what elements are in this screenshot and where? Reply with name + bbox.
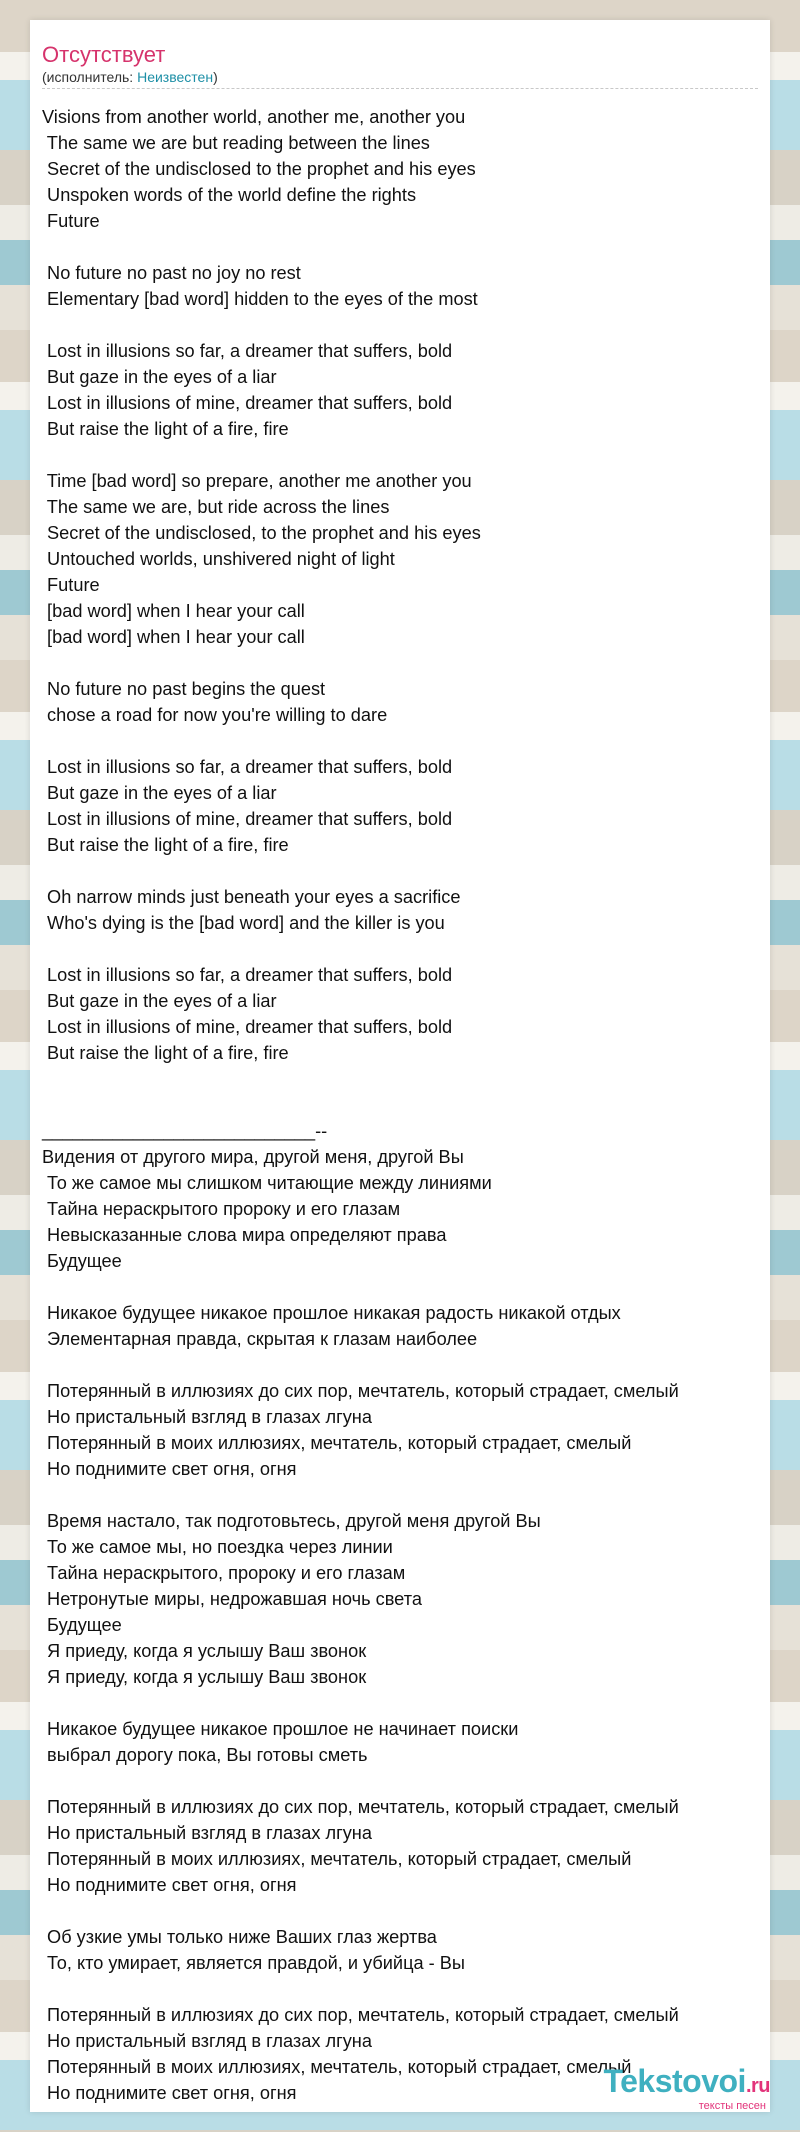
lyric-line: Потерянный в иллюзиях до сих пор, мечтатель, который страдает, смелый <box>42 1797 679 1817</box>
lyric-line <box>42 650 758 676</box>
lyric-line <box>42 858 758 884</box>
lyric-line: No future no past no joy no rest <box>42 263 301 283</box>
lyric-line <box>42 1274 758 1300</box>
lyric-line: Secret of the undisclosed, to the prophet and his eyes <box>42 523 481 543</box>
lyric-line <box>42 728 758 754</box>
performer-line <box>42 68 758 86</box>
lyric-line: Visions from another world, another me, another you <box>42 107 466 127</box>
lyric-line: Lost in illusions of mine, dreamer that suffers, bold <box>42 393 453 413</box>
lyric-line: Я приеду, когда я услышу Ваш звонок <box>42 1641 367 1661</box>
lyric-line: Элементарная правда, скрытая к глазам наиболее <box>42 1329 478 1349</box>
lyric-line: Lost in illusions of mine, dreamer that suffers, bold <box>42 809 453 829</box>
lyric-line: Untouched worlds, unshivered night of light <box>42 549 395 569</box>
lyric-line: Lost in illusions so far, a dreamer that suffers, bold <box>42 965 453 985</box>
lyric-line: But raise the light of a fire, fire <box>42 419 289 439</box>
lyric-line <box>42 1768 758 1794</box>
lyric-line: Никакое будущее никакое прошлое никакая радость никакой отдых <box>42 1303 621 1323</box>
lyric-line: Потерянный в иллюзиях до сих пор, мечтатель, который страдает, смелый <box>42 1381 679 1401</box>
lyric-line: But raise the light of a fire, fire <box>42 1043 289 1063</box>
lyric-line: Нетронутые миры, недрожавшая ночь света <box>42 1589 422 1609</box>
lyric-line: Future <box>42 575 100 595</box>
performer-link[interactable]: Неизвестен <box>137 69 214 85</box>
lyric-line: Потерянный в моих иллюзиях, мечтатель, который страдает, смелый <box>42 2057 632 2077</box>
song-title: Отсутствует <box>42 42 166 67</box>
lyric-line: Но поднимите свет огня, огня <box>42 1875 297 1895</box>
lyric-line: Elementary [bad word] hidden to the eyes of the most <box>42 289 478 309</box>
logo-name: Tekstovoi <box>603 2063 746 2099</box>
lyric-line: Lost in illusions so far, a dreamer that suffers, bold <box>42 341 453 361</box>
lyrics-text <box>42 104 758 2106</box>
lyric-line <box>42 1482 758 1508</box>
lyric-line: Но поднимите свет огня, огня <box>42 2083 297 2103</box>
lyric-line: ___________________________-- <box>42 1121 328 1141</box>
lyric-line: Time [bad word] so prepare, another me another you <box>42 471 472 491</box>
lyric-line: выбрал дорогу пока, Вы готовы сметь <box>42 1745 368 1765</box>
logo-wordmark <box>603 2065 770 2102</box>
lyric-line: [bad word] when I hear your call <box>42 627 305 647</box>
lyric-line: Никакое будущее никакое прошлое не начинает поиски <box>42 1719 519 1739</box>
lyric-line <box>42 936 758 962</box>
lyric-line: Об узкие умы только ниже Ваших глаз жертва <box>42 1927 437 1947</box>
lyric-line <box>42 312 758 338</box>
lyric-line: Тайна нераскрытого, пророку и его глазам <box>42 1563 406 1583</box>
lyric-line: The same we are but reading between the lines <box>42 133 430 153</box>
lyric-line: Но поднимите свет огня, огня <box>42 1459 297 1479</box>
lyric-line: chose a road for now you're willing to dare <box>42 705 388 725</box>
lyric-line <box>42 1066 758 1092</box>
lyric-line: Будущее <box>42 1615 122 1635</box>
lyric-line: Я приеду, когда я услышу Ваш звонок <box>42 1667 367 1687</box>
lyric-line: Lost in illusions of mine, dreamer that suffers, bold <box>42 1017 453 1037</box>
logo-tld: .ru <box>745 2075 770 2097</box>
lyric-line: [bad word] when I hear your call <box>42 601 305 621</box>
lyric-line: Но пристальный взгляд в глазах лгуна <box>42 1407 372 1427</box>
lyric-line <box>42 1898 758 1924</box>
lyric-line: Oh narrow minds just beneath your eyes a sacrifice <box>42 887 461 907</box>
lyric-line: Who's dying is the [bad word] and the killer is you <box>42 913 445 933</box>
song-header <box>42 42 758 89</box>
lyric-line: Невысказанные слова мира определяют права <box>42 1225 447 1245</box>
site-logo[interactable] <box>603 2065 770 2112</box>
lyric-line: Secret of the undisclosed to the prophet and his eyes <box>42 159 476 179</box>
performer-suffix: ) <box>213 69 218 85</box>
lyric-line <box>42 1976 758 2002</box>
lyric-line <box>42 442 758 468</box>
lyric-line: But raise the light of a fire, fire <box>42 835 289 855</box>
lyric-line: Unspoken words of the world define the rights <box>42 185 417 205</box>
lyric-line <box>42 1690 758 1716</box>
lyric-line: Тайна нераскрытого пророку и его глазам <box>42 1199 401 1219</box>
lyric-line: But gaze in the eyes of a liar <box>42 783 277 803</box>
lyrics-card <box>30 20 770 2112</box>
lyric-line: The same we are, but ride across the lines <box>42 497 390 517</box>
lyric-line: Потерянный в моих иллюзиях, мечтатель, который страдает, смелый <box>42 1849 632 1869</box>
lyric-line: Будущее <box>42 1251 122 1271</box>
lyric-line <box>42 1092 758 1118</box>
lyric-line: Но пристальный взгляд в глазах лгуна <box>42 1823 372 1843</box>
lyric-line: Но пристальный взгляд в глазах лгуна <box>42 2031 372 2051</box>
lyric-line: Lost in illusions so far, a dreamer that suffers, bold <box>42 757 453 777</box>
lyric-line: No future no past begins the quest <box>42 679 326 699</box>
lyric-line: Потерянный в иллюзиях до сих пор, мечтатель, который страдает, смелый <box>42 2005 679 2025</box>
lyric-line: Future <box>42 211 100 231</box>
performer-prefix: (исполнитель: <box>42 69 138 85</box>
lyric-line: Потерянный в моих иллюзиях, мечтатель, который страдает, смелый <box>42 1433 632 1453</box>
lyric-line: But gaze in the eyes of a liar <box>42 367 277 387</box>
lyric-line: То, кто умирает, является правдой, и убийца - Вы <box>42 1953 465 1973</box>
lyric-line: То же самое мы слишком читающие между линиями <box>42 1173 492 1193</box>
lyric-line <box>42 234 758 260</box>
lyric-line <box>42 1352 758 1378</box>
lyric-line: Видения от другого мира, другой меня, другой Вы <box>42 1147 464 1167</box>
lyric-line: But gaze in the eyes of a liar <box>42 991 277 1011</box>
logo-tagline: тексты песен <box>698 2100 766 2112</box>
lyric-line: Время настало, так подготовьтесь, другой меня другой Вы <box>42 1511 541 1531</box>
lyric-line: То же самое мы, но поездка через линии <box>42 1537 393 1557</box>
